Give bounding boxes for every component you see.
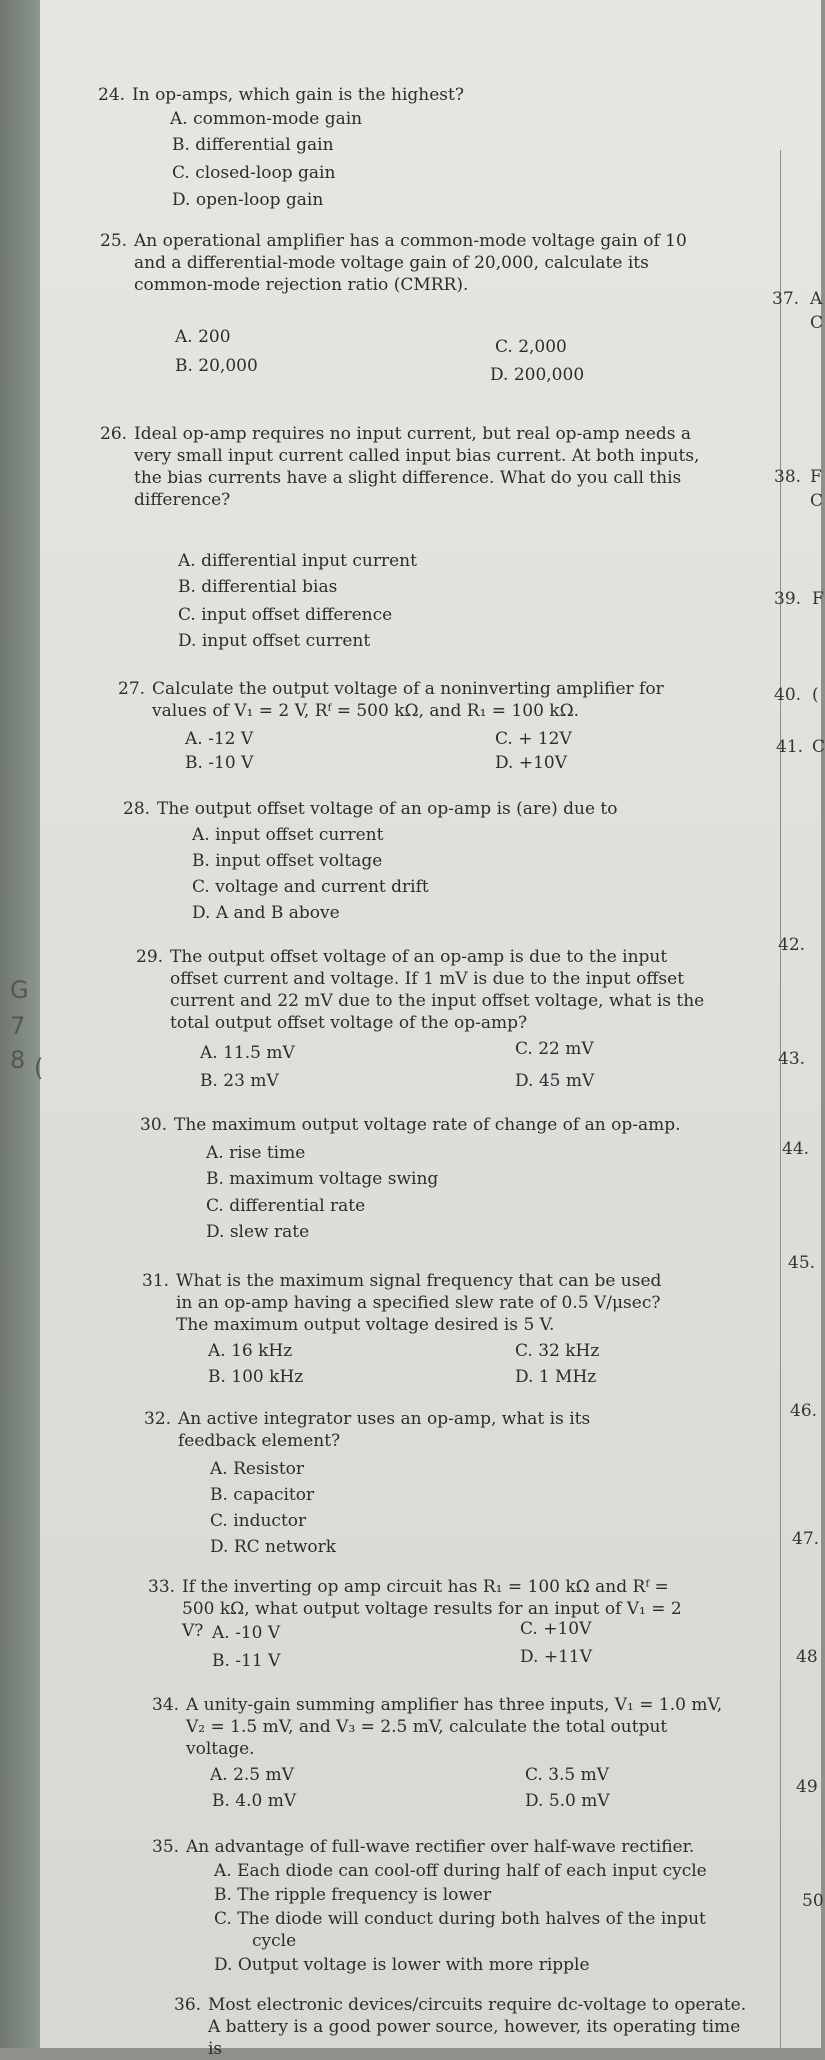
option: D. 5.0 mV	[525, 1791, 610, 1811]
right-question-number: 40.	[774, 685, 802, 705]
option: D. +10V	[495, 753, 567, 773]
option: C. 32 kHz	[515, 1341, 600, 1361]
right-question-number: 47.	[792, 1529, 820, 1549]
handwritten-note: G	[10, 976, 29, 1004]
option: B. differential gain	[172, 135, 334, 155]
option: A. differential input current	[178, 551, 417, 571]
handwritten-note: 8	[10, 1046, 26, 1074]
question-stem: What is the maximum signal frequency that can be used in an op-amp having a specified slew rate of 0.5 V/μsec? The maximum output voltage desired is 5 V.	[176, 1271, 662, 1335]
right-question-number: 42.	[778, 935, 806, 955]
question-number: 30.	[140, 1115, 168, 1135]
option: A. input offset current	[192, 825, 384, 845]
option: A. -10 V	[212, 1623, 281, 1643]
option: C. closed-loop gain	[172, 163, 336, 183]
option: A. Resistor	[210, 1459, 305, 1479]
option: D. Output voltage is lower with more ripple	[214, 1955, 590, 1975]
exam-paper	[10, 0, 825, 2059]
option: D. +11V	[520, 1647, 592, 1667]
option: A. 2.5 mV	[210, 1765, 294, 1785]
option: A. 16 kHz	[208, 1341, 293, 1361]
question-stem: The output offset voltage of an op-amp is (are) due to	[157, 799, 618, 819]
option: B. input offset voltage	[192, 851, 383, 871]
option: D. 200,000	[490, 365, 585, 385]
option: A. rise time	[206, 1143, 306, 1163]
right-text-fragment: C	[812, 737, 825, 757]
option: C. input offset difference	[178, 605, 393, 625]
option: cycle	[252, 1931, 297, 1951]
right-question-number: 38.	[774, 467, 802, 487]
question-stem: Most electronic devices/circuits require dc-voltage to operate. A battery is a good power source, however, its operating time is	[208, 1995, 747, 2059]
option: C. + 12V	[495, 729, 572, 749]
option: D. input offset current	[178, 631, 371, 651]
question-stem: A unity-gain summing amplifier has three inputs, V₁ = 1.0 mV, V₂ = 1.5 mV, and V₃ = 2.5 mV, calculate the total output voltage.	[186, 1695, 723, 1759]
option: B. -11 V	[212, 1651, 281, 1671]
right-question-number: 37.	[772, 289, 800, 309]
right-text-fragment: (	[812, 685, 819, 705]
right-text-fragment: C	[810, 313, 824, 333]
option: B. maximum voltage swing	[206, 1169, 439, 1189]
question-stem: An advantage of full-wave rectifier over half-wave rectifier.	[186, 1837, 695, 1857]
right-question-number: 46.	[790, 1401, 818, 1421]
right-question-number: 50	[802, 1891, 824, 1911]
question-number: 36.	[174, 1995, 202, 2015]
option: C. 22 mV	[515, 1039, 594, 1059]
question-stem: In op-amps, which gain is the highest?	[132, 85, 464, 105]
question-stem: An active integrator uses an op-amp, what is its feedback element?	[178, 1409, 591, 1451]
option: A. Each diode can cool-off during half of each input cycle	[214, 1861, 707, 1881]
option: A. -12 V	[185, 729, 254, 749]
option: C. The diode will conduct during both halves of the input	[214, 1909, 706, 1929]
option: B. 100 kHz	[208, 1367, 304, 1387]
question-stem: Calculate the output voltage of a noninverting amplifier for values of V₁ = 2 V, Rᶠ = 500 kΩ, and R₁ = 100 kΩ.	[152, 679, 664, 721]
question-stem: An operational amplifier has a common-mode voltage gain of 10 and a differential-mode voltage gain of 20,000, calculate its common-mode rejection ratio (CMRR).	[134, 231, 687, 295]
option: D. RC network	[210, 1537, 337, 1557]
option: B. 23 mV	[200, 1071, 279, 1091]
option: C. 3.5 mV	[525, 1765, 610, 1785]
right-text-fragment: F	[812, 589, 824, 609]
handwritten-note: 7	[10, 1012, 26, 1040]
option: C. 2,000	[495, 337, 567, 357]
option: C. differential rate	[206, 1196, 366, 1216]
column-divider	[780, 150, 781, 2048]
option: A. common-mode gain	[170, 109, 363, 129]
question-stem: Ideal op-amp requires no input current, but real op-amp needs a very small input current called input bias current. At both inputs, the bias currents have a slight difference. What do you call this difference?	[134, 424, 700, 510]
option: D. 45 mV	[515, 1071, 595, 1091]
question-stem: The maximum output voltage rate of change of an op-amp.	[174, 1115, 681, 1135]
option: D. A and B above	[192, 903, 340, 923]
right-question-number: 49	[796, 1777, 818, 1797]
option: B. The ripple frequency is lower	[214, 1885, 492, 1905]
option: D. 1 MHz	[515, 1367, 597, 1387]
right-text-fragment: F	[810, 467, 822, 487]
question-stem: The output offset voltage of an op-amp is due to the input offset current and voltage. If 1 mV is due to the input offset current and 22 mV due to the input offset voltage, what is the total output offset voltage of the op-amp?	[170, 947, 705, 1033]
option: B. capacitor	[210, 1485, 315, 1505]
question-number: 25.	[100, 231, 128, 251]
question-number: 27.	[118, 679, 146, 699]
question-number: 32.	[144, 1409, 172, 1429]
question-number: 34.	[152, 1695, 180, 1715]
question-number: 33.	[148, 1577, 176, 1597]
question-stem: If the inverting op amp circuit has R₁ = 100 kΩ and Rᶠ = 500 kΩ, what output voltage results for an input of V₁ = 2 V?	[182, 1577, 682, 1641]
option: B. 20,000	[175, 356, 258, 376]
handwritten-note: (	[34, 1054, 44, 1082]
question-number: 26.	[100, 424, 128, 444]
option: B. -10 V	[185, 753, 254, 773]
right-question-number: 43.	[778, 1049, 806, 1069]
right-text-fragment: C	[810, 491, 824, 511]
right-question-number: 41.	[776, 737, 804, 757]
right-text-fragment: A	[810, 289, 823, 309]
right-question-number: 44.	[782, 1139, 810, 1159]
option: C. +10V	[520, 1619, 592, 1639]
question-number: 29.	[136, 947, 164, 967]
question-number: 35.	[152, 1837, 180, 1857]
option: C. inductor	[210, 1511, 307, 1531]
option: B. differential bias	[178, 577, 338, 597]
question-number: 28.	[123, 799, 151, 819]
option: A. 11.5 mV	[200, 1043, 295, 1063]
question-number: 31.	[142, 1271, 170, 1291]
right-question-number: 48	[796, 1647, 818, 1667]
option: C. voltage and current drift	[192, 877, 429, 897]
right-question-number: 39.	[774, 589, 802, 609]
right-question-number: 45.	[788, 1253, 816, 1273]
option: B. 4.0 mV	[212, 1791, 297, 1811]
question-number: 24.	[98, 85, 126, 105]
option: D. slew rate	[206, 1222, 310, 1242]
option: A. 200	[175, 327, 231, 347]
option: D. open-loop gain	[172, 190, 324, 210]
